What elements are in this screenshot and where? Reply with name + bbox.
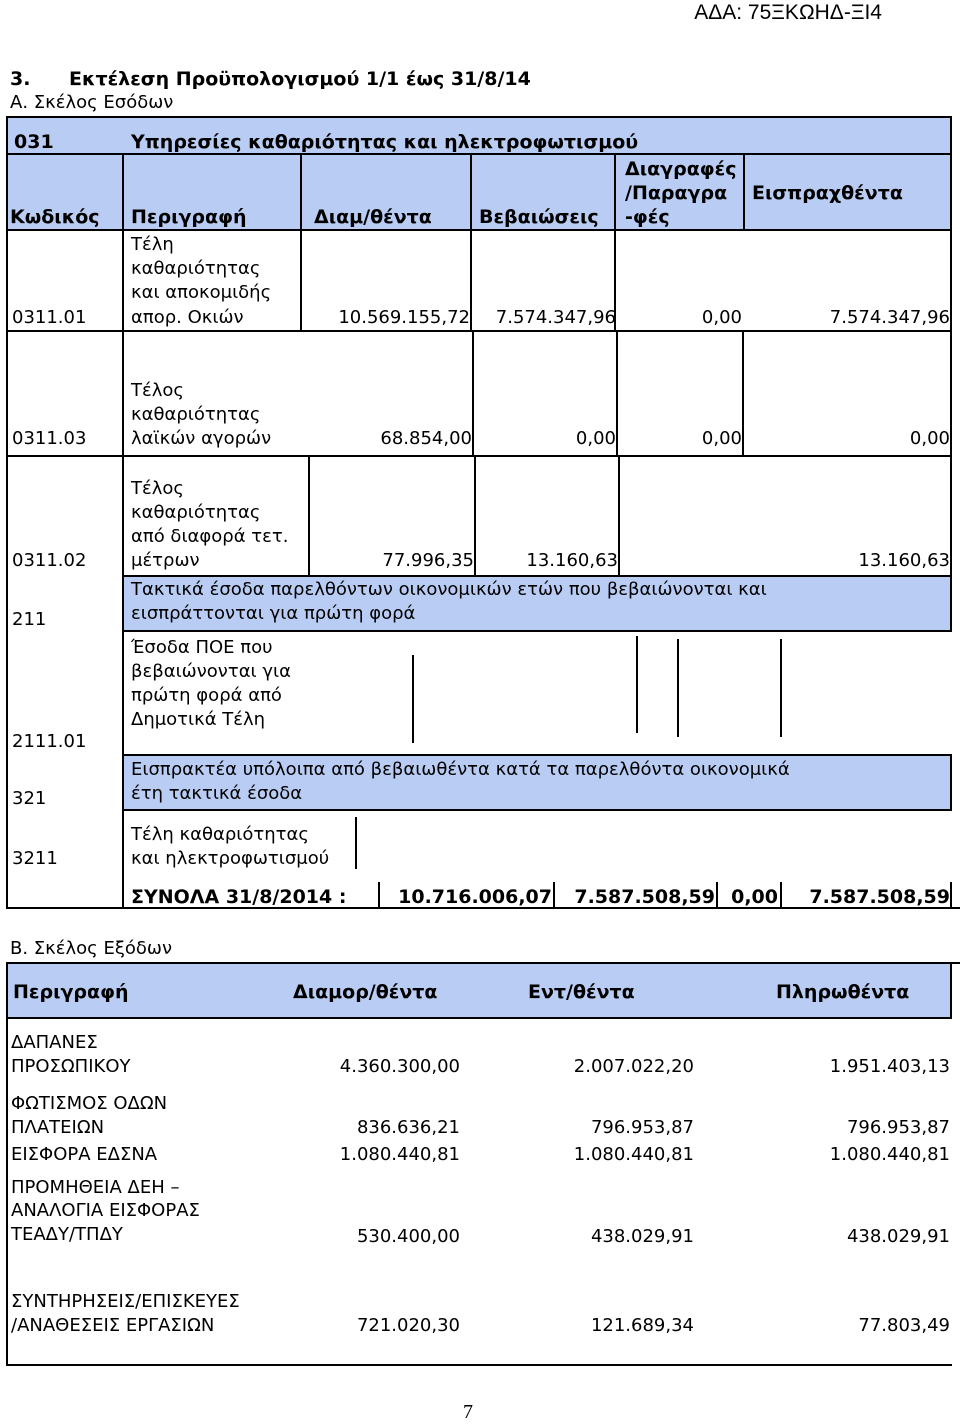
col-writeoffs-l1: Διαγραφές — [625, 158, 737, 180]
row-desc-line: ΠΛΑΤΕΙΩΝ — [11, 1117, 105, 1138]
totals-collected: 7.587.508,59 — [809, 886, 950, 908]
row-allocated: 68.854,00 — [380, 428, 472, 449]
row-committed: 121.689,34 — [590, 1315, 694, 1336]
row-allocated: 721.020,30 — [356, 1315, 460, 1336]
row-desc-line: και ηλεκτροφωτισμού — [131, 848, 330, 869]
col-certified: Βεβαιώσεις — [479, 206, 599, 228]
rule-v — [950, 330, 952, 455]
group-321-code: 321 — [12, 788, 47, 809]
row-desc-line: βεβαιώνονται για — [131, 661, 291, 682]
col-description: Περιγραφή — [131, 206, 247, 228]
row-desc-line: Τέλος — [131, 478, 184, 499]
row-desc-line: λαϊκών αγορών — [131, 428, 272, 449]
row-committed: 2.007.022,20 — [573, 1056, 694, 1077]
row-allocated: 530.400,00 — [356, 1226, 460, 1247]
rule — [6, 1364, 952, 1366]
row-desc-line: ΦΩΤΙΣΜΟΣ ΟΔΩΝ — [11, 1093, 168, 1114]
row-desc-line: καθαριότητας — [131, 502, 261, 523]
row-committed: 438.029,91 — [590, 1226, 694, 1247]
rule — [122, 630, 952, 632]
rule-v — [950, 754, 952, 810]
rule-v — [780, 882, 782, 909]
col-allocated: Διαμ/θέντα — [314, 206, 432, 228]
row-paid: 77.803,49 — [858, 1315, 950, 1336]
rule-v — [780, 639, 782, 737]
row-allocated: 77.996,35 — [382, 550, 474, 571]
rule-v — [618, 455, 620, 575]
page-number: 7 — [463, 1401, 473, 1423]
row-collected: 13.160,63 — [858, 550, 950, 571]
row-paid: 438.029,91 — [846, 1226, 950, 1247]
rule-v — [636, 636, 638, 733]
rule-v — [950, 575, 952, 631]
totals-allocated: 10.716.006,07 — [398, 886, 552, 908]
rule-v — [122, 153, 124, 909]
rule-v — [616, 330, 618, 455]
row-desc-line: Έσοδα ΠΟΕ που — [131, 637, 273, 658]
rule-v — [716, 882, 718, 909]
row-committed: 1.080.440,81 — [573, 1144, 694, 1165]
rule-v — [378, 882, 380, 909]
row-desc-line: ΠΡΟΣΩΠΙΚΟΥ — [11, 1056, 131, 1077]
row-code: 2111.01 — [12, 731, 87, 752]
row-collected: 0,00 — [909, 428, 950, 449]
ada-code: ΑΔΑ: 75ΞΚΩΗΔ-ΞΙ4 — [694, 1, 882, 24]
rule-v — [677, 639, 679, 737]
rule — [6, 116, 952, 118]
rule — [122, 754, 952, 756]
row-desc-line: καθαριότητας — [131, 404, 261, 425]
col-writeoffs-l2: /Παραγρα — [625, 182, 728, 204]
row-writeoffs: 0,00 — [701, 428, 742, 449]
group-211-title-l2: εισπράττονται για πρώτη φορά — [131, 603, 416, 624]
row-desc-line: πρώτη φορά από — [131, 685, 282, 706]
row-code: 0311.03 — [12, 428, 87, 449]
row-allocated: 836.636,21 — [356, 1117, 460, 1138]
row-desc-line: Τέλος — [131, 380, 184, 401]
row-allocated: 10.569.155,72 — [338, 307, 470, 328]
row-desc-line: ΠΡΟΜΗΘΕΙΑ ΔΕΗ – — [11, 1177, 180, 1198]
rule-v — [472, 330, 474, 455]
group-031-code: 031 — [14, 131, 54, 153]
col-writeoffs-l3: -φές — [625, 206, 670, 228]
rule-v — [470, 153, 472, 332]
part-a-heading: Α. Σκέλος Εσόδων — [10, 92, 174, 113]
row-desc-line: ΤΕΑΔΥ/ΤΠΔΥ — [11, 1224, 123, 1245]
row-desc-line: από διαφορά τετ. — [131, 526, 289, 547]
rule — [6, 1017, 952, 1019]
rule — [6, 229, 952, 231]
exp-col-paid: Πληρωθέντα — [776, 981, 910, 1003]
row-desc-line: Τέλη — [131, 234, 174, 255]
row-desc-line: απορ. Οκιών — [131, 307, 244, 328]
rule-v — [308, 455, 310, 575]
rule-v — [950, 116, 952, 332]
rule — [6, 962, 960, 964]
row-certified: 13.160,63 — [526, 550, 618, 571]
row-certified: 7.574.347,96 — [495, 307, 616, 328]
part-b-heading: Β. Σκέλος Εξόδων — [10, 938, 173, 959]
group-321-title-l2: έτη τακτικά έσοδα — [131, 783, 303, 804]
section-title: Εκτέλεση Προϋπολογισμού 1/1 έως 31/8/14 — [69, 68, 531, 90]
rule-v — [355, 817, 357, 869]
totals-writeoffs: 0,00 — [731, 886, 778, 908]
row-paid: 796.953,87 — [846, 1117, 950, 1138]
rule — [122, 575, 952, 577]
row-desc-line: /ΑΝΑΘΕΣΕΙΣ ΕΡΓΑΣΙΩΝ — [11, 1315, 215, 1336]
row-desc-line: ΑΝΑΛΟΓΙΑ ΕΙΣΦΟΡΑΣ — [11, 1200, 200, 1221]
row-desc-line: και αποκομιδής — [131, 282, 272, 303]
rule-v — [553, 882, 555, 909]
exp-col-allocated: Διαμορ/θέντα — [293, 981, 438, 1003]
rule-v — [950, 962, 952, 1018]
rule-v — [6, 962, 8, 1366]
row-certified: 0,00 — [575, 428, 616, 449]
group-321-title-l1: Εισπρακτέα υπόλοιπα από βεβαιωθέντα κατά τα παρελθόντα οικονομικά — [131, 759, 790, 780]
rule — [6, 455, 952, 457]
row-committed: 796.953,87 — [590, 1117, 694, 1138]
row-desc-line: ΔΑΠΑΝΕΣ — [11, 1032, 98, 1053]
group-031-title: Υπηρεσίες καθαριότητας και ηλεκτροφωτισμού — [131, 131, 639, 153]
row-paid: 1.080.440,81 — [829, 1144, 950, 1165]
rule-v — [743, 153, 745, 229]
exp-col-committed: Εντ/θέντα — [528, 981, 635, 1003]
totals-certified: 7.587.508,59 — [574, 886, 715, 908]
rule-v — [950, 882, 952, 909]
totals-label: ΣΥΝΟΛΑ 31/8/2014 : — [131, 886, 347, 908]
row-desc-line: Δημοτικά Τέλη — [131, 709, 266, 730]
row-desc-line: Τέλη καθαριότητας — [131, 824, 309, 845]
row-paid: 1.951.403,13 — [829, 1056, 950, 1077]
group-211-title-l1: Τακτικά έσοδα παρελθόντων οικονομικών ετών που βεβαιώνονται και — [131, 579, 767, 600]
rule-v — [412, 655, 414, 743]
rule-v — [300, 153, 302, 332]
rule-v — [6, 116, 8, 909]
row-allocated: 1.080.440,81 — [339, 1144, 460, 1165]
rule-v — [474, 455, 476, 575]
exp-col-description: Περιγραφή — [13, 981, 129, 1003]
row-collected: 7.574.347,96 — [829, 307, 950, 328]
row-code: 0311.02 — [12, 550, 87, 571]
row-allocated: 4.360.300,00 — [339, 1056, 460, 1077]
rule — [6, 330, 952, 332]
rule — [122, 809, 952, 811]
section-number: 3. — [10, 68, 31, 90]
row-desc-line: καθαριότητας — [131, 258, 261, 279]
col-code: Κωδικός — [10, 206, 100, 228]
row-desc-line: ΕΙΣΦΟΡΑ ΕΔΣΝΑ — [11, 1144, 158, 1165]
rule-v — [950, 455, 952, 576]
row-desc-line: ΣΥΝΤΗΡΗΣΕΙΣ/ΕΠΙΣΚΕΥΕΣ — [11, 1291, 240, 1312]
row-writeoffs: 0,00 — [701, 307, 742, 328]
row-code: 0311.01 — [12, 307, 87, 328]
group-211-code: 211 — [12, 609, 47, 630]
rule-v — [742, 330, 744, 455]
row-desc-line: μέτρων — [131, 550, 200, 571]
col-collected: Εισπραχθέντα — [752, 182, 903, 204]
row-code: 3211 — [12, 848, 58, 869]
